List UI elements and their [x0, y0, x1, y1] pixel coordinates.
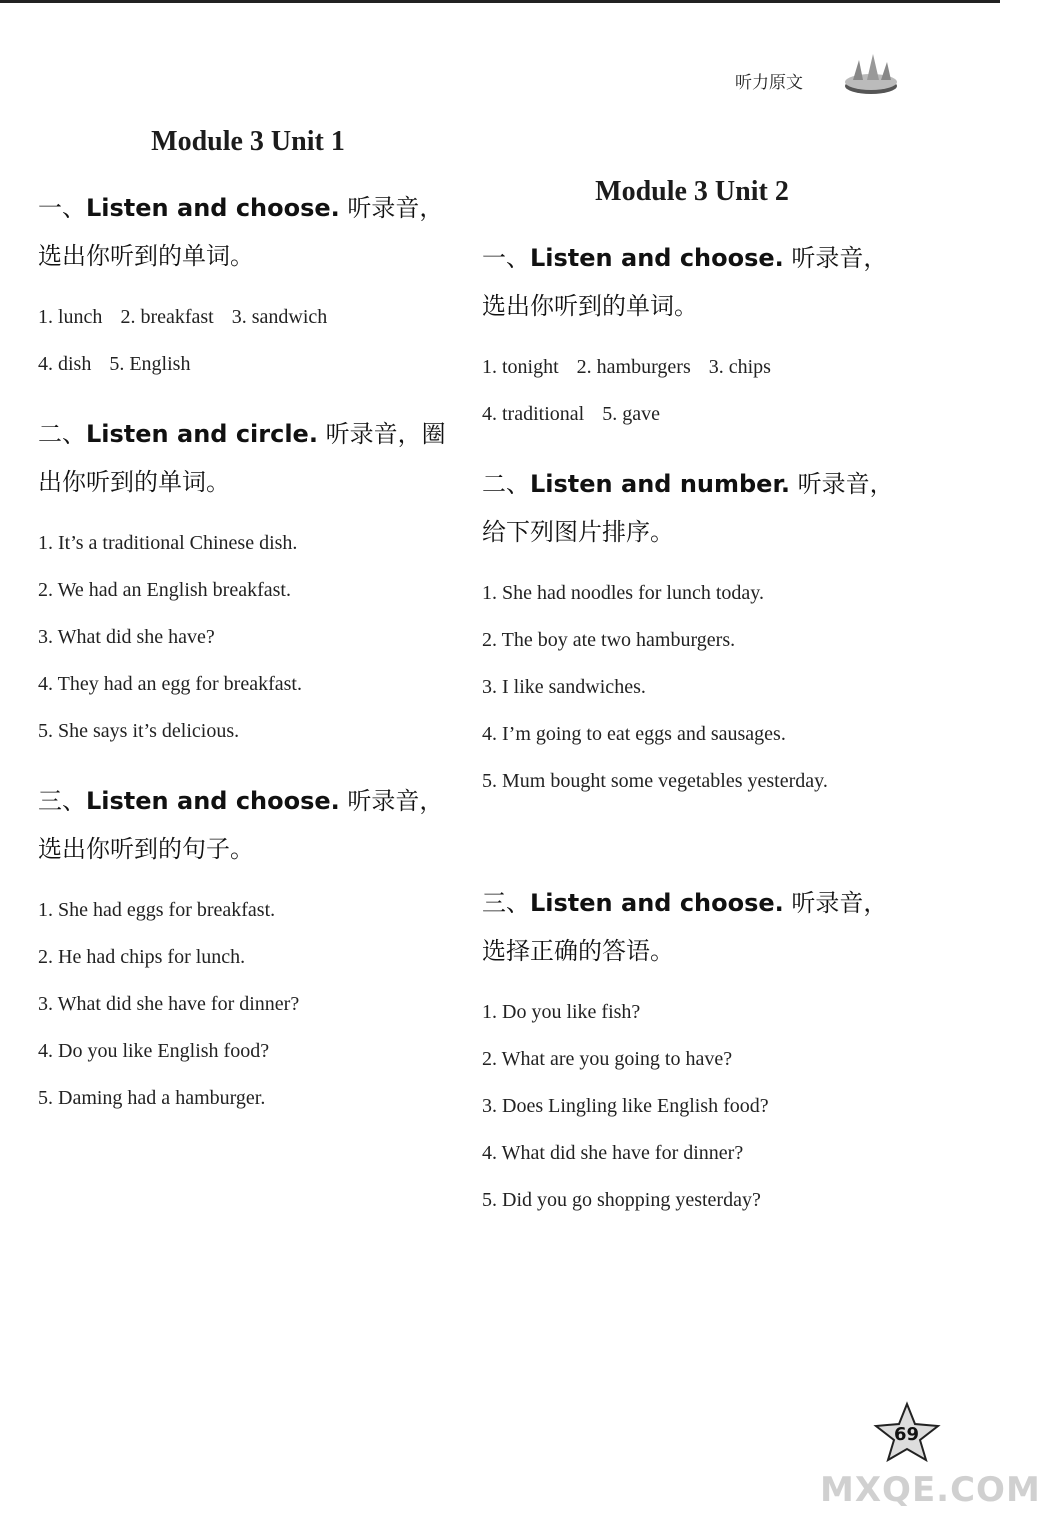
item: 4. dish — [38, 353, 92, 375]
right-column — [482, 172, 922, 1224]
section-2 — [482, 460, 922, 805]
list-item: 5. Daming had a hamburger. — [38, 1087, 266, 1109]
item: 4. traditional — [482, 403, 585, 425]
section-instruction-en: Listen and choose. — [530, 889, 784, 917]
list-item: 1. She had eggs for breakfast. — [38, 899, 276, 921]
item-row — [38, 294, 468, 341]
list-item: 4. They had an egg for breakfast. — [38, 673, 302, 695]
watermark: MXQE.COM — [820, 1470, 1041, 1510]
section-1 — [482, 234, 922, 438]
section-heading — [482, 460, 922, 508]
item-list — [38, 520, 468, 755]
item-row — [38, 341, 468, 388]
section-instruction-cn: 听录音，圈 — [317, 420, 446, 448]
section-number: 一、 — [482, 244, 530, 272]
section-number: 三、 — [38, 787, 86, 815]
list-item: 2. The boy ate two hamburgers. — [482, 629, 736, 651]
item: 2. breakfast — [120, 306, 214, 328]
decoration-icon — [843, 46, 899, 96]
section-instruction-en: Listen and choose. — [530, 244, 784, 272]
list-item: 1. It’s a traditional Chinese dish. — [38, 532, 298, 554]
item: 5. English — [109, 353, 191, 375]
list-item: 3. Does Lingling like English food? — [482, 1095, 769, 1117]
list-item: 3. What did she have for dinner? — [38, 993, 300, 1015]
spacer — [482, 805, 922, 857]
section-3 — [38, 777, 468, 1122]
list-item: 2. We had an English breakfast. — [38, 579, 291, 601]
section-number: 一、 — [38, 194, 86, 222]
list-item: 4. What did she have for dinner? — [482, 1142, 744, 1164]
page-number-badge — [872, 1402, 942, 1462]
list-item: 5. Did you go shopping yesterday? — [482, 1189, 761, 1211]
section-heading-cont: 出你听到的单词。 — [38, 468, 230, 496]
section-number: 三、 — [482, 889, 530, 917]
section-instruction-cn: 听录音， — [783, 889, 888, 917]
section-heading — [38, 184, 468, 232]
section-instruction-en: Listen and choose. — [86, 787, 340, 815]
item: 3. chips — [708, 356, 771, 378]
section-instruction-cn: 听录音， — [339, 787, 444, 815]
section-instruction-en: Listen and number. — [530, 470, 790, 498]
item-list — [482, 570, 922, 805]
item-row — [482, 344, 922, 391]
section-2 — [38, 410, 468, 755]
list-item: 4. Do you like English food? — [38, 1040, 270, 1062]
list-item: 1. She had noodles for lunch today. — [482, 582, 764, 604]
section-instruction-cn: 听录音， — [339, 194, 444, 222]
section-3 — [482, 879, 922, 1224]
section-heading — [482, 879, 922, 927]
unit-title: Module 3 Unit 2 — [595, 176, 789, 207]
section-heading-cont: 选出你听到的单词。 — [482, 292, 698, 320]
section-instruction-cn: 听录音， — [783, 244, 888, 272]
section-heading-cont: 选择正确的答语。 — [482, 937, 674, 965]
list-item: 5. Mum bought some vegetables yesterday. — [482, 770, 828, 792]
list-item: 4. I’m going to eat eggs and sausages. — [482, 723, 786, 745]
item: 2. hamburgers — [576, 356, 691, 378]
top-border — [0, 0, 1000, 3]
page-number: 69 — [894, 1424, 920, 1445]
section-1 — [38, 184, 468, 388]
section-heading-cont: 选出你听到的句子。 — [38, 835, 254, 863]
section-heading — [38, 777, 468, 825]
item: 3. sandwich — [231, 306, 328, 328]
section-instruction-en: Listen and circle. — [86, 420, 318, 448]
list-item: 2. What are you going to have? — [482, 1048, 733, 1070]
item-list — [38, 887, 468, 1122]
list-item: 1. Do you like fish? — [482, 1001, 641, 1023]
item-row — [482, 391, 922, 438]
item: 1. lunch — [38, 306, 103, 328]
section-heading — [38, 410, 468, 458]
section-heading — [482, 234, 922, 282]
item-list — [482, 989, 922, 1224]
list-item: 2. He had chips for lunch. — [38, 946, 246, 968]
item-list — [482, 344, 922, 438]
section-instruction-en: Listen and choose. — [86, 194, 340, 222]
unit-title: Module 3 Unit 1 — [151, 126, 345, 157]
section-number: 二、 — [482, 470, 530, 498]
list-item: 3. I like sandwiches. — [482, 676, 646, 698]
item: 5. gave — [602, 403, 660, 425]
item: 1. tonight — [482, 356, 559, 378]
section-number: 二、 — [38, 420, 86, 448]
item-list — [38, 294, 468, 388]
left-column — [38, 122, 468, 1122]
header-label: 听力原文 — [735, 73, 803, 93]
list-item: 3. What did she have? — [38, 626, 215, 648]
section-instruction-cn: 听录音， — [789, 470, 894, 498]
section-heading-cont: 给下列图片排序。 — [482, 518, 674, 546]
section-heading-cont: 选出你听到的单词。 — [38, 242, 254, 270]
list-item: 5. She says it’s delicious. — [38, 720, 240, 742]
